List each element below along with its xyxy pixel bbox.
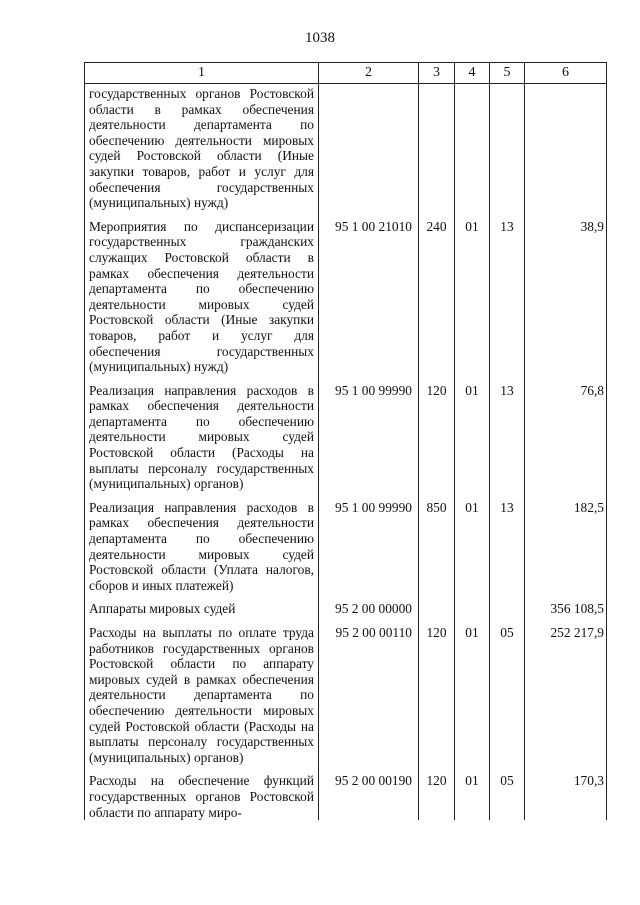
row-target-code: 95 2 00 00110	[319, 625, 419, 773]
column-header-4: 4	[455, 63, 490, 84]
row-expense-type	[419, 84, 455, 219]
row-amount	[525, 84, 607, 219]
row-target-code: 95 2 00 00000	[319, 601, 419, 625]
row-subsection	[490, 84, 525, 219]
budget-table	[84, 62, 607, 820]
row-section	[455, 84, 490, 219]
table-header-row	[85, 63, 607, 84]
table-row	[85, 84, 607, 219]
table-row	[85, 383, 607, 500]
row-amount: 356 108,5	[525, 601, 607, 625]
row-target-code: 95 1 00 99990	[319, 383, 419, 500]
row-expense-type	[419, 601, 455, 625]
row-amount: 182,5	[525, 500, 607, 602]
row-subsection: 05	[490, 773, 525, 820]
row-description: Расходы на обеспечение функций государственных органов Ростовской области по аппарату миро-	[85, 773, 319, 820]
row-amount: 76,8	[525, 383, 607, 500]
row-subsection: 13	[490, 500, 525, 602]
column-header-5: 5	[490, 63, 525, 84]
page-number: 1038	[305, 30, 335, 46]
row-subsection: 13	[490, 219, 525, 383]
row-section: 01	[455, 773, 490, 820]
row-description: государственных органов Ростовской области в рамках обеспечения деятельности департамента по обеспечению деятельности мировых судей Ростовской области (Иные закупки товаров, работ и услуг для обеспечения государственных (муниципальных) нужд)	[85, 84, 319, 219]
row-amount: 170,3	[525, 773, 607, 820]
row-expense-type: 120	[419, 625, 455, 773]
row-amount: 252 217,9	[525, 625, 607, 773]
row-description: Мероприятия по диспансеризации государственных гражданских служащих Ростовской области в рамках обеспечения деятельности департамента по обеспечению деятельности мировых судей Ростовской области (Иные закупки товаров, работ и услуг для обеспечения государственных (муниципальных) нужд)	[85, 219, 319, 383]
table-row	[85, 773, 607, 820]
row-section: 01	[455, 500, 490, 602]
row-description: Реализация направления расходов в рамках обеспечения деятельности департамента по обеспечению деятельности мировых судей Ростовской области (Уплата налогов, сборов и иных платежей)	[85, 500, 319, 602]
row-target-code: 95 1 00 21010	[319, 219, 419, 383]
table-row	[85, 500, 607, 602]
column-header-1: 1	[85, 63, 319, 84]
column-header-2: 2	[319, 63, 419, 84]
table-row	[85, 601, 607, 625]
row-subsection	[490, 601, 525, 625]
row-subsection: 13	[490, 383, 525, 500]
row-section	[455, 601, 490, 625]
row-expense-type: 240	[419, 219, 455, 383]
row-section: 01	[455, 219, 490, 383]
table-row	[85, 219, 607, 383]
row-target-code	[319, 84, 419, 219]
row-section: 01	[455, 383, 490, 500]
row-target-code: 95 2 00 00190	[319, 773, 419, 820]
row-description: Расходы на выплаты по оплате труда работников государственных органов Ростовской области по аппарату мировых судей в рамках обеспечения деятельности департамента по обеспечению деятельности мировых судей Ростовской области (Расходы на выплаты персоналу государственных (муниципальных) органов)	[85, 625, 319, 773]
column-header-6: 6	[525, 63, 607, 84]
column-header-3: 3	[419, 63, 455, 84]
row-description: Аппараты мировых судей	[85, 601, 319, 625]
row-expense-type: 120	[419, 773, 455, 820]
row-amount: 38,9	[525, 219, 607, 383]
row-expense-type: 850	[419, 500, 455, 602]
row-target-code: 95 1 00 99990	[319, 500, 419, 602]
row-subsection: 05	[490, 625, 525, 773]
row-section: 01	[455, 625, 490, 773]
row-expense-type: 120	[419, 383, 455, 500]
table-row	[85, 625, 607, 773]
row-description: Реализация направления расходов в рамках обеспечения деятельности департамента по обеспечению деятельности мировых судей Ростовской области (Расходы на выплаты персоналу государственных (муниципальных) органов)	[85, 383, 319, 500]
